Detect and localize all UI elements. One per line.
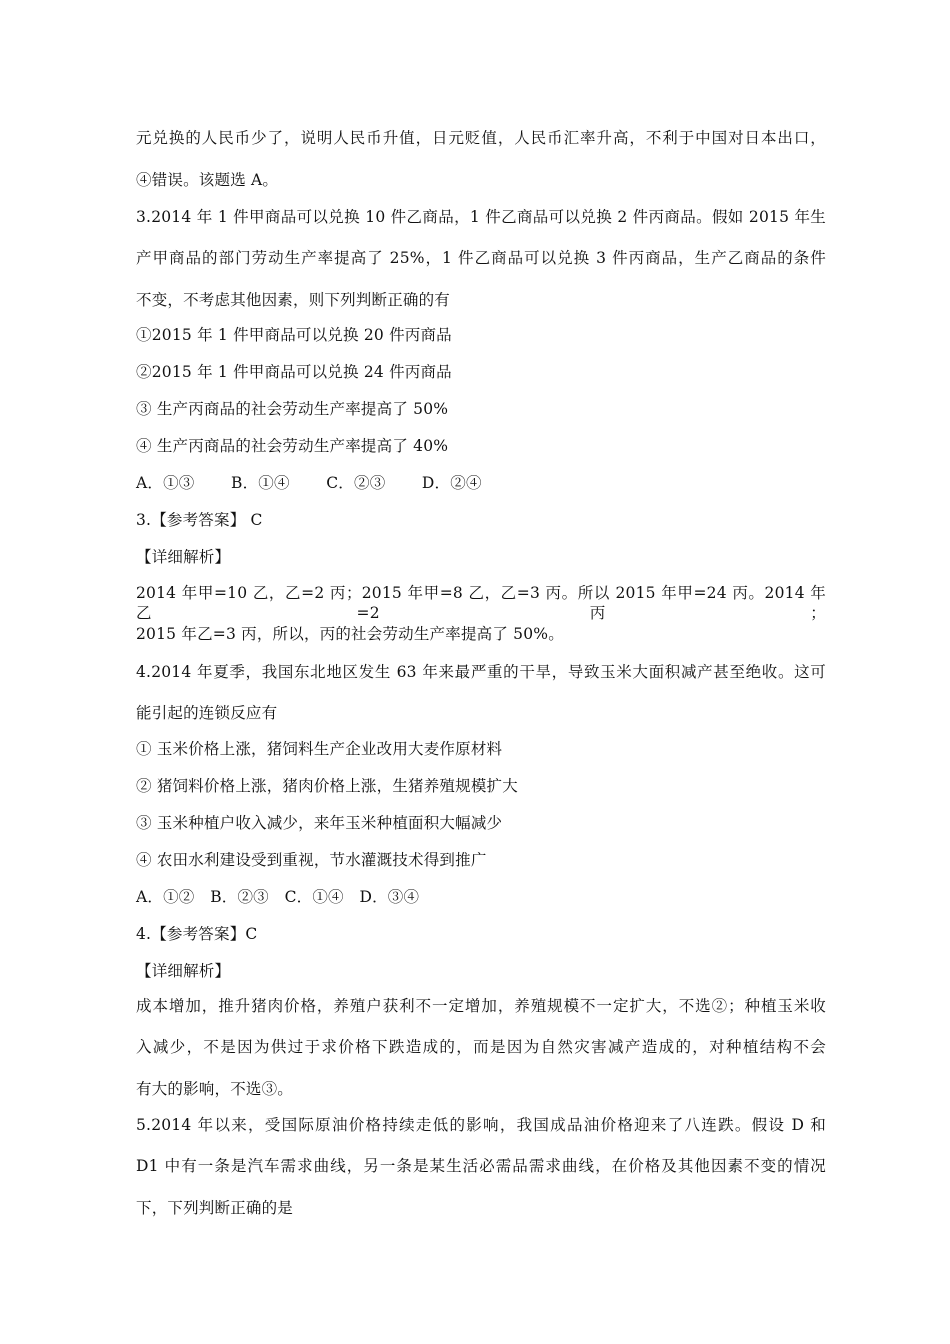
question-3-explanation: 2015 年乙=3 丙，所以，丙的社会劳动生产率提高了 50%。 xyxy=(136,625,564,643)
question-4-choices: A．①② B．②③ C．①④ D．③④ xyxy=(136,888,420,906)
question-3-option: ①2015 年 1 件甲商品可以兑换 20 件丙商品 xyxy=(136,326,452,344)
question-3-stem: 产甲商品的部门劳动生产率提高了 25%，1 件乙商品可以兑换 3 件丙商品，生产乙商品的条件 xyxy=(136,249,826,267)
question-3-stem: 不变，不考虑其他因素，则下列判断正确的有 xyxy=(136,291,451,309)
question-3-choices: A．①③ B．①④ C．②③ D．②④ xyxy=(136,474,482,492)
question-4-explanation-heading: 【详细解析】 xyxy=(136,962,231,980)
question-4-explanation: 成本增加，推升猪肉价格，养殖户获利不一定增加，养殖规模不一定扩大，不选②；种植玉米收 xyxy=(136,997,826,1015)
text-line: 元兑换的人民币少了，说明人民币升值，日元贬值，人民币汇率升高，不利于中国对日本出口， xyxy=(136,129,826,147)
text-line: ④错误。该题选 A。 xyxy=(136,171,279,189)
question-5-stem: 下，下列判断正确的是 xyxy=(136,1199,294,1217)
question-5-stem: 5.2014 年以来，受国际原油价格持续走低的影响，我国成品油价格迎来了八连跌。假设 D 和 xyxy=(136,1116,826,1134)
question-3-option: ②2015 年 1 件甲商品可以兑换 24 件丙商品 xyxy=(136,363,452,381)
question-4-option: ① 玉米价格上涨，猪饲料生产企业改用大麦作原材料 xyxy=(136,740,503,758)
question-3-stem: 3.2014 年 1 件甲商品可以兑换 10 件乙商品，1 件乙商品可以兑换 2 件丙商品。假如 2015 年生 xyxy=(136,208,826,226)
question-3-explanation-heading: 【详细解析】 xyxy=(136,548,231,566)
question-4-stem: 4.2014 年夏季，我国东北地区发生 63 年来最严重的干旱，导致玉米大面积减产甚至绝收。这可 xyxy=(136,663,826,681)
question-3-explanation: 2014 年甲=10 乙，乙=2 丙；2015 年甲=8 乙，乙=3 丙。所以 2015 年甲=24 丙。2014 年乙=2 丙； xyxy=(136,584,826,622)
question-4-option: ③ 玉米种植户收入减少，来年玉米种植面积大幅减少 xyxy=(136,814,503,832)
question-3-answer: 3.【参考答案】 C xyxy=(136,511,263,529)
question-3-option: ④ 生产丙商品的社会劳动生产率提高了 40% xyxy=(136,437,449,455)
question-4-explanation: 有大的影响，不选③。 xyxy=(136,1080,294,1098)
question-3-option: ③ 生产丙商品的社会劳动生产率提高了 50% xyxy=(136,400,449,418)
question-4-explanation: 入减少，不是因为供过于求价格下跌造成的，而是因为自然灾害减产造成的，对种植结构不会 xyxy=(136,1038,826,1056)
question-4-option: ② 猪饲料价格上涨，猪肉价格上涨，生猪养殖规模扩大 xyxy=(136,777,518,795)
question-5-stem: D1 中有一条是汽车需求曲线，另一条是某生活必需品需求曲线，在价格及其他因素不变的情况 xyxy=(136,1157,826,1175)
question-4-option: ④ 农田水利建设受到重视，节水灌溉技术得到推广 xyxy=(136,851,487,869)
question-4-answer: 4.【参考答案】C xyxy=(136,925,258,943)
question-4-stem: 能引起的连锁反应有 xyxy=(136,704,278,722)
